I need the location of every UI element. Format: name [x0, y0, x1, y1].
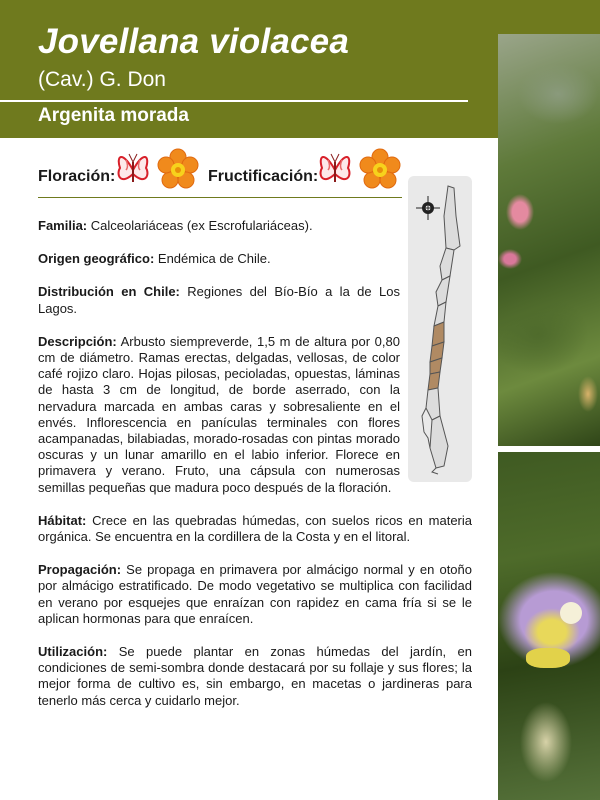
- species-description: [38, 218, 472, 726]
- phenology-divider: [38, 197, 402, 198]
- compass-icon: [416, 196, 440, 220]
- distribution-label: Distribución en Chile:: [38, 284, 180, 300]
- photo-flower: [498, 452, 600, 800]
- description-label: Descripción:: [38, 333, 117, 349]
- distribution-paragraph: [38, 284, 400, 316]
- phenology-row: [38, 148, 402, 198]
- family-label: Familia:: [38, 218, 88, 233]
- habitat-text: Crece en las quebradas húmedas, con suelos ricos en materia orgánica. Se encuentra en la cordillera de la Costa y en el litoral.: [38, 512, 472, 545]
- origin-label: Origen geográfico:: [38, 251, 155, 267]
- description-text: Arbusto siempreverde, 1,5 m de altura por 0,80 cm de diámetro. Ramas erectas, delgadas, vellosas, de color café rojizo claro. Hojas pilosas, pecioladas, opuestas, láminas de hasta 3 cm de longitud, de borde aserrado, con la nervadura marcada en ambas caras y sobresaliente en el envés. Inflorescencia en panículas terminales con flores acampanadas, bilabiadas, morado-rosadas con pintas morado oscuras y un lunar amarillo en el labio inferior. Florece en primavera y verano. Fruto, una cápsula con numerosas semillas pequeñas que madura poco después de la floración.: [38, 333, 400, 495]
- family-paragraph: [38, 218, 472, 234]
- header-divider: [0, 100, 468, 102]
- butterfly-icon: [316, 148, 354, 192]
- photo-foliage: [498, 34, 600, 446]
- use-label: Utilización:: [38, 644, 108, 660]
- habitat-paragraph: [38, 513, 472, 545]
- habitat-label: Hábitat:: [38, 512, 87, 528]
- photo-panel: [498, 34, 600, 800]
- orange-flower-icon: [358, 148, 402, 192]
- description-paragraph: [38, 334, 400, 496]
- common-name: Argenita morada: [38, 105, 189, 126]
- propagation-label: Propagación:: [38, 562, 122, 578]
- use-paragraph: [38, 644, 472, 709]
- family-text: Calceolariáceas (ex Escrofulariáceas).: [87, 218, 313, 233]
- fruiting-label: Fructificación:: [208, 168, 319, 185]
- origin-paragraph: [38, 251, 472, 267]
- propagation-text: Se propaga en primavera por almácigo normal y en otoño por almácigo estratificado. De modo vegetativo se multiplica con facilidad en verano por esquejes que enraízan con rapidez en cama fría si se le aplican hormonas para que enraícen.: [38, 562, 472, 626]
- orange-flower-icon: [156, 148, 200, 192]
- butterfly-icon: [114, 148, 152, 192]
- use-text: Se puede plantar en zonas húmedas del jardín, en condiciones de semi-sombra donde destacará por su follaje y sus flores; la mejor forma de cultivo es, sin embargo, en macetas o jardineras para tenerlo más cerca y cuidarlo mejor.: [38, 644, 472, 708]
- flowering-label: Floración:: [38, 168, 116, 185]
- propagation-paragraph: [38, 562, 472, 627]
- distribution-text: Regiones del Bío-Bío a la de Los Lagos.: [38, 284, 400, 316]
- species-title: Jovellana violacea: [38, 22, 350, 61]
- species-author: (Cav.) G. Don: [38, 68, 166, 91]
- origin-text: Endémica de Chile.: [154, 251, 271, 267]
